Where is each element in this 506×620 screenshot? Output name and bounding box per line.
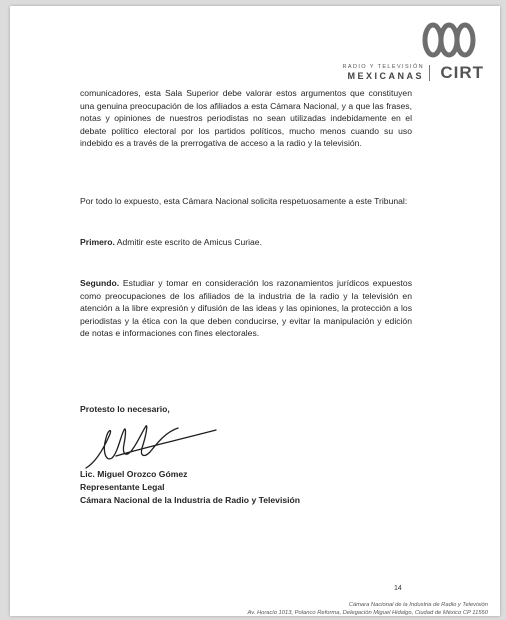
footer-address: Av. Horacio 1013, Polanco Reforma, Delegación Miguel Hidalgo, Ciudad de México CP 11550 bbox=[247, 609, 488, 616]
logo-radio-text: RADIO Y TELEVISIÓN bbox=[342, 64, 424, 70]
document-page bbox=[10, 6, 500, 616]
footer-org: Cámara Nacional de la Industria de Radio y Televisión bbox=[348, 602, 488, 608]
item-segundo-text: Estudiar y tomar en consideración los razonamientos jurídicos expuestos como preocupaciones de los afiliados de la industria de la radio y la televisión en atención a la libre expresión y difusión de las ideas y las opiniones, la protección a los periodistas y la ética con la que deben conducirse, y evitar la manipulación y edición de notas e informaciones con fines electorales. bbox=[80, 278, 412, 339]
signatory-role: Representante Legal bbox=[80, 482, 165, 492]
page-number: 14 bbox=[394, 585, 402, 592]
item-primero bbox=[80, 236, 412, 249]
item-segundo bbox=[80, 277, 412, 340]
logo-separator bbox=[429, 65, 430, 81]
item-primero-label: Primero. bbox=[80, 237, 115, 247]
paragraph-arguments: comunicadores, esta Sala Superior debe valorar estos argumentos que constituyen una genuina preocupación de los afiliados a esta Cámara Nacional, y a que las frases, notas y opiniones de nuestros periodistas no sean utilizadas indebidamente en el debate político electoral por los partidos políticos, mucho menos cuando su uso indebido es a través de la prerrogativa de acceso a la radio y la televisión. bbox=[80, 88, 412, 149]
closing-text: Protesto lo necesario, bbox=[80, 404, 170, 414]
logo-mexicanas-text: MEXICANAS bbox=[347, 71, 424, 81]
cirt-rings-icon bbox=[422, 20, 476, 60]
signatory-org: Cámara Nacional de la Industria de Radio y Televisión bbox=[80, 495, 301, 505]
signature-block bbox=[80, 468, 300, 507]
item-segundo-label: Segundo. bbox=[80, 278, 120, 288]
page-footer bbox=[248, 602, 489, 617]
logo-brand-text: CIRT bbox=[440, 63, 484, 82]
cirt-logo bbox=[286, 20, 486, 90]
signatory-name: Lic. Miguel Orozco Gómez bbox=[80, 469, 188, 479]
paragraph-request: Por todo lo expuesto, esta Cámara Nacional solicita respetuosamente a este Tribunal: bbox=[80, 196, 408, 206]
item-primero-text: Admitir este escrito de Amicus Curiae. bbox=[114, 237, 262, 247]
